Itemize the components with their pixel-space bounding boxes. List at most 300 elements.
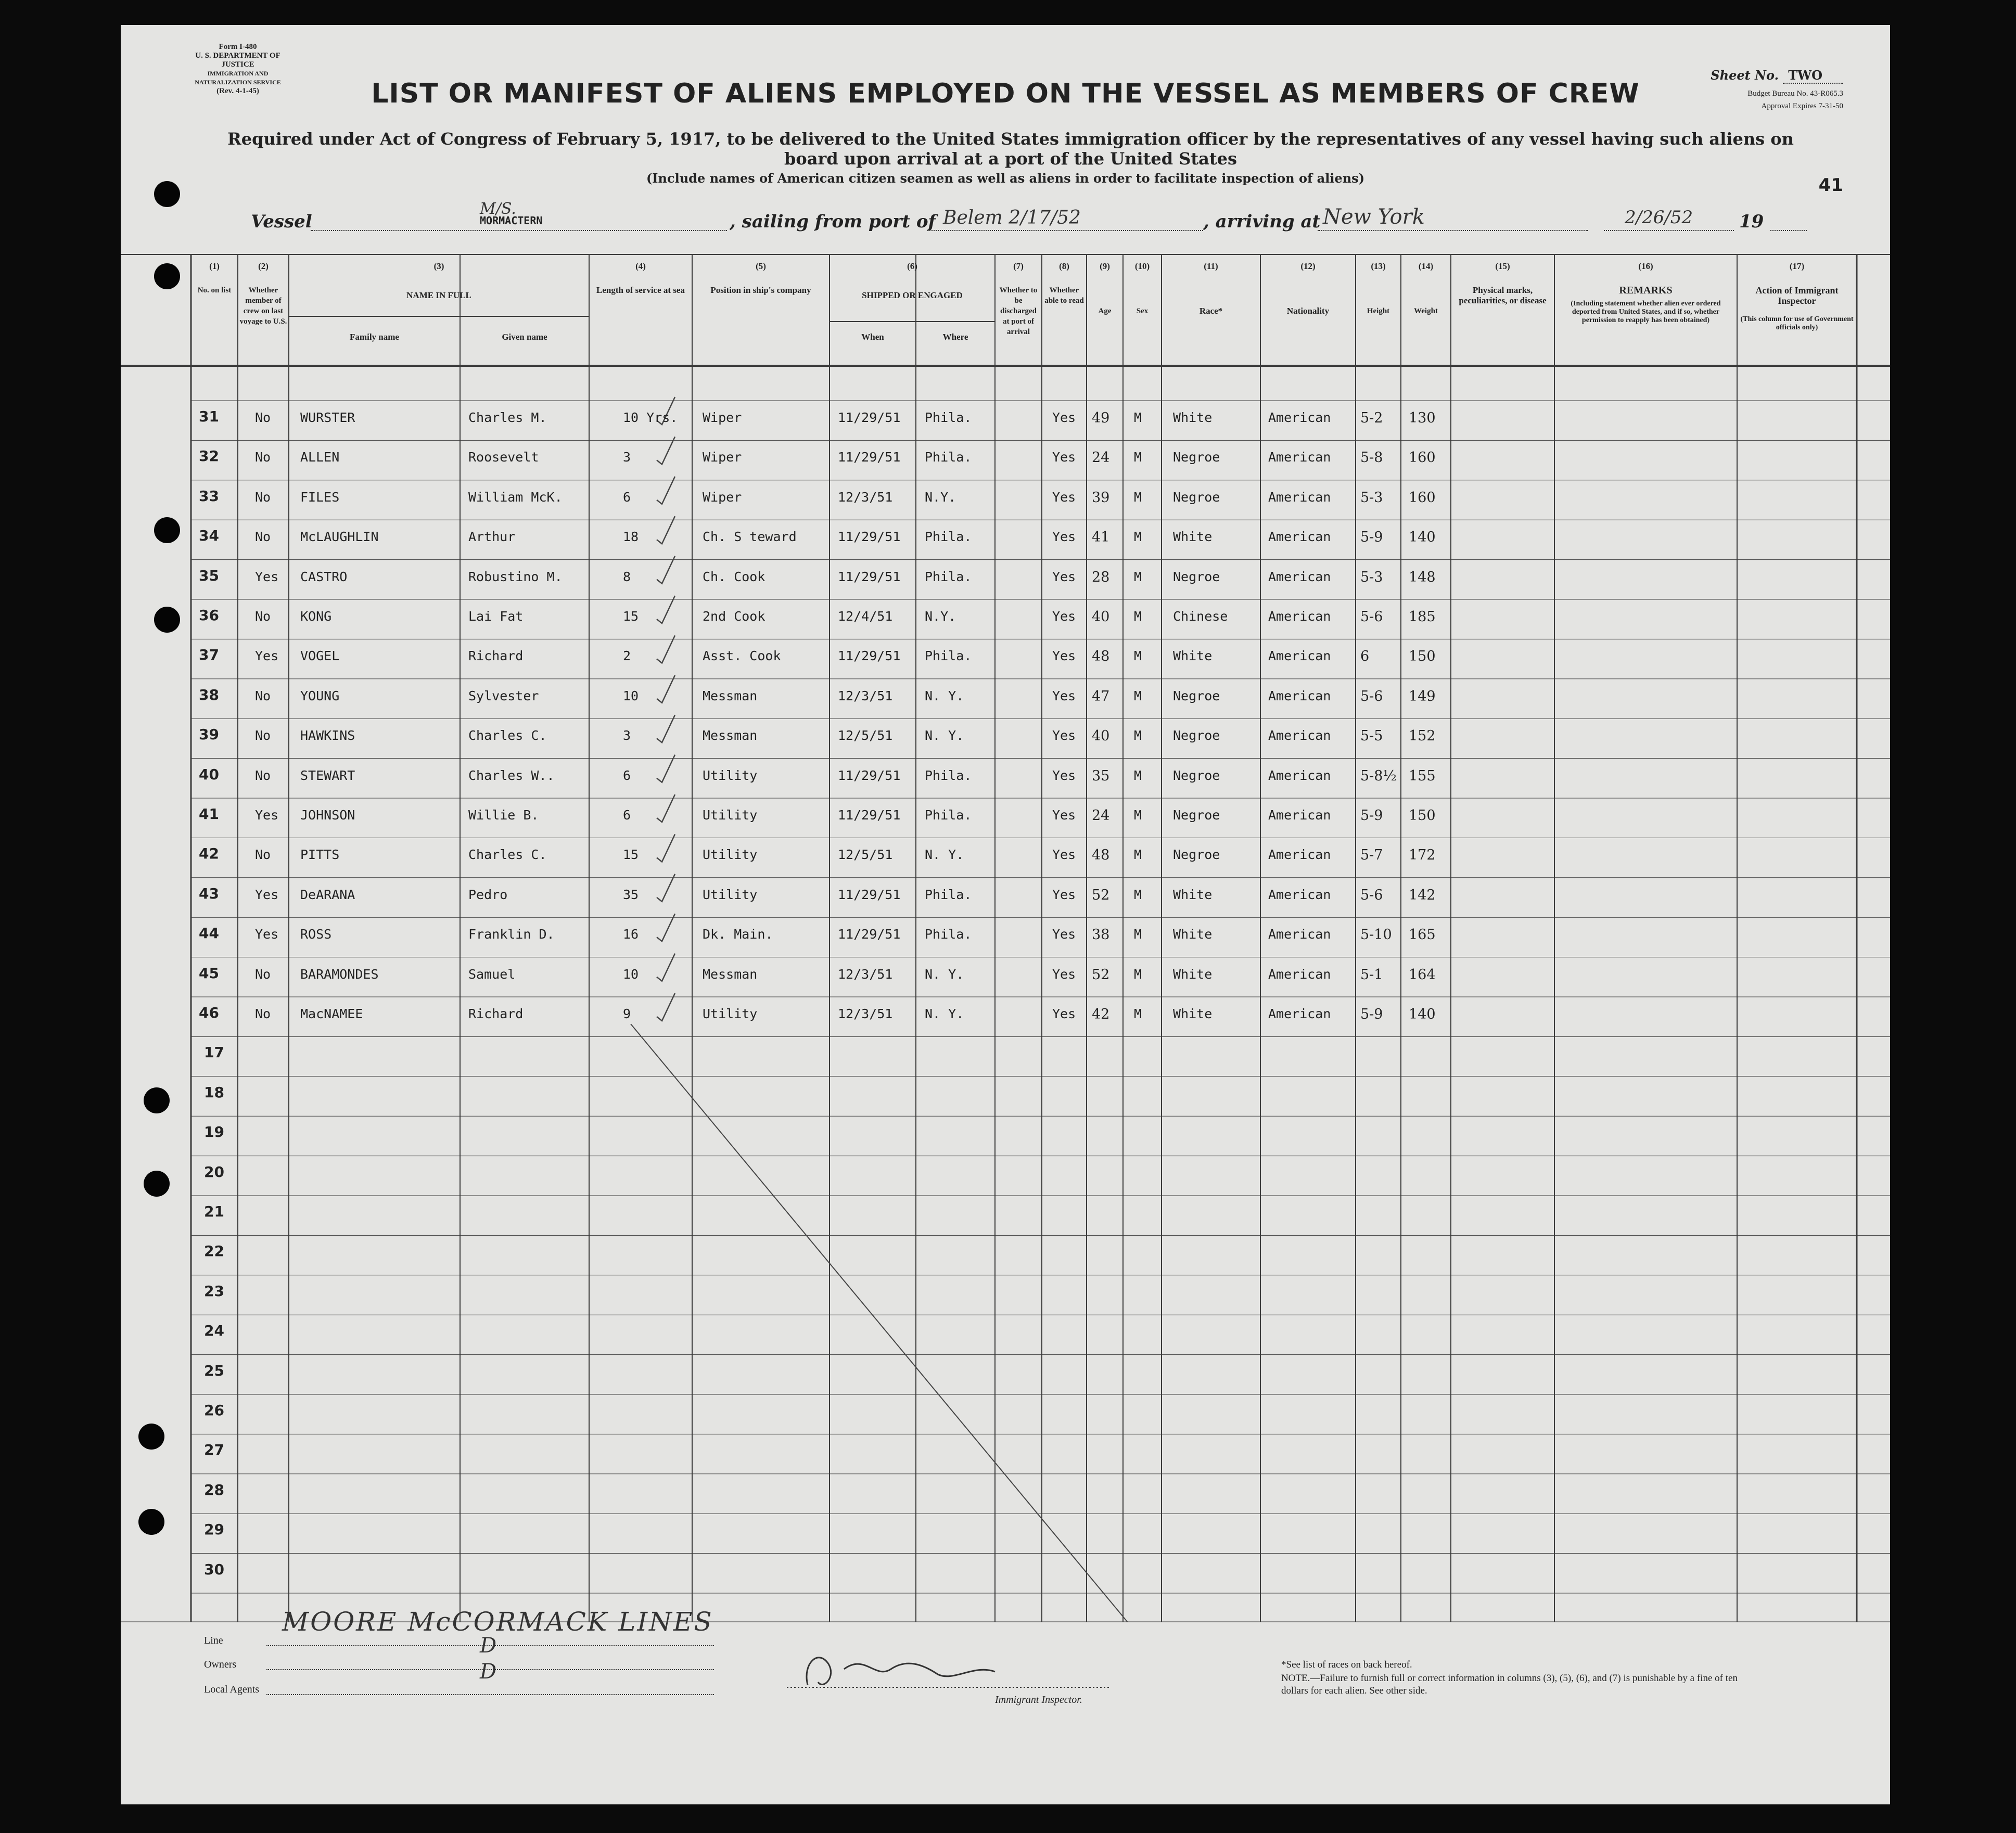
row-number-empty: 23 — [204, 1282, 224, 1300]
cell-age: 52 — [1092, 966, 1110, 983]
cell-last: No — [255, 966, 271, 982]
vessel-label: Vessel — [251, 211, 312, 232]
row-number-empty: 21 — [204, 1203, 224, 1220]
cell-read: Yes — [1052, 489, 1076, 505]
cell-read: Yes — [1052, 966, 1076, 982]
punch-hole — [154, 181, 180, 207]
cell-family: McLAUGHLIN — [300, 529, 379, 545]
form-service: IMMIGRATION AND NATURALIZATION SERVICE — [195, 70, 281, 86]
cell-last: No — [255, 767, 271, 783]
cell-where: N. Y. — [925, 966, 964, 982]
column-number-c8: (8) — [1059, 261, 1069, 271]
cell-last: No — [255, 847, 271, 863]
cell-age: 24 — [1092, 807, 1110, 824]
cell-age: 41 — [1092, 529, 1110, 546]
cell-where: Phila. — [925, 450, 972, 465]
cell-height: 5-2 — [1360, 410, 1383, 426]
cell-when: 12/3/51 — [838, 489, 893, 505]
punch-hole — [138, 1509, 164, 1535]
cell-family: MacNAMEE — [300, 1006, 363, 1021]
cell-where: Phila. — [925, 767, 972, 783]
cell-family: FILES — [300, 489, 340, 505]
cell-family: CASTRO — [300, 569, 348, 584]
cell-last: No — [255, 410, 271, 425]
cell-position: Utility — [703, 807, 758, 823]
row-number: 31 — [199, 408, 219, 425]
cell-service: 6 — [623, 807, 631, 823]
cell-weight: 160 — [1409, 489, 1436, 506]
form-rev: (Rev. 4-1-45) — [216, 87, 259, 95]
cell-last: Yes — [255, 887, 279, 902]
cell-when: 11/29/51 — [838, 569, 901, 584]
cell-sex: M — [1134, 807, 1142, 823]
cell-nat: American — [1268, 847, 1331, 863]
cell-family: KONG — [300, 609, 332, 624]
arrival-port: New York — [1323, 205, 1425, 229]
cell-service: 2 — [623, 648, 631, 664]
column-header-c7: Whether to be discharged at port of arrival — [999, 286, 1038, 336]
cell-family: WURSTER — [300, 410, 355, 425]
cell-position: Utility — [703, 767, 758, 783]
cell-where: N. Y. — [925, 688, 964, 703]
cell-age: 40 — [1092, 609, 1110, 625]
owners-value: D — [480, 1634, 499, 1658]
cell-when: 11/29/51 — [838, 410, 901, 425]
cell-service: 15 — [623, 847, 639, 863]
row-number-empty: 24 — [204, 1322, 224, 1340]
cell-read: Yes — [1052, 648, 1076, 664]
cell-when: 12/3/51 — [838, 966, 893, 982]
cell-nat: American — [1268, 927, 1331, 942]
cell-height: 5-1 — [1360, 966, 1383, 983]
races-note: *See list of races on back hereof. — [1281, 1659, 1412, 1670]
cell-height: 5-6 — [1360, 609, 1383, 625]
column-header-action-sub: (This column for use of Government officials only) — [1740, 315, 1854, 331]
cell-given: Samuel — [468, 966, 516, 982]
check-mark-icon — [657, 993, 675, 1021]
cell-position: 2nd Cook — [703, 609, 765, 624]
cell-position: Utility — [703, 887, 758, 902]
cell-last: No — [255, 728, 271, 744]
column-header-given-name: Given name — [502, 332, 547, 342]
cell-service: 3 — [623, 728, 631, 744]
cell-nat: American — [1268, 569, 1331, 584]
cell-given: Roosevelt — [468, 450, 539, 465]
arriving-label: , arriving at — [1203, 211, 1321, 232]
form-dept: U. S. DEPARTMENT OF JUSTICE — [195, 52, 280, 69]
cell-where: N. Y. — [925, 847, 964, 863]
cell-where: Phila. — [925, 887, 972, 902]
column-header-c8: Whether able to read — [1044, 286, 1084, 305]
cell-when: 11/29/51 — [838, 529, 901, 545]
cell-weight: 152 — [1409, 728, 1436, 745]
column-number-c1: (1) — [209, 261, 220, 271]
cell-position: Wiper — [703, 410, 742, 425]
check-mark-icon — [657, 874, 675, 902]
crew-table — [121, 254, 1890, 1622]
sailing-label: , sailing from port of — [730, 211, 936, 232]
cell-sex: M — [1134, 767, 1142, 783]
row-number-empty: 19 — [204, 1123, 224, 1141]
cell-read: Yes — [1052, 688, 1076, 703]
column-header-c10: Sex — [1136, 307, 1149, 315]
cell-position: Ch. Cook — [703, 569, 765, 584]
row-number-empty: 20 — [204, 1163, 224, 1181]
column-number-c15: (15) — [1495, 261, 1510, 271]
cell-family: PITTS — [300, 847, 340, 863]
cell-weight: 172 — [1409, 847, 1436, 864]
cell-weight: 165 — [1409, 927, 1436, 943]
column-header-c15: Physical marks, peculiarities, or disease — [1459, 285, 1547, 305]
cell-family: STEWART — [300, 767, 355, 783]
column-header-action: Action of Immigrant Inspector — [1755, 285, 1839, 306]
cell-last: No — [255, 1006, 271, 1021]
column-number-c6: (6) — [907, 261, 917, 271]
cell-read: Yes — [1052, 1006, 1076, 1021]
cell-height: 6 — [1360, 648, 1370, 665]
cell-given: Charles C. — [468, 728, 547, 744]
cell-race: Negroe — [1173, 728, 1220, 744]
cell-weight: 140 — [1409, 529, 1436, 546]
cell-where: Phila. — [925, 410, 972, 425]
cell-weight: 150 — [1409, 648, 1436, 665]
cell-read: Yes — [1052, 847, 1076, 863]
form-number: Form I-480 — [219, 43, 257, 51]
cell-height: 5-8 — [1360, 450, 1383, 466]
cell-height: 5-7 — [1360, 847, 1383, 864]
cell-last: No — [255, 688, 271, 703]
cell-sex: M — [1134, 648, 1142, 664]
cell-read: Yes — [1052, 807, 1076, 823]
cell-nat: American — [1268, 887, 1331, 902]
cell-last: No — [255, 529, 271, 545]
check-mark-icon — [657, 596, 675, 623]
cell-height: 5-3 — [1360, 569, 1383, 585]
approval-expires: Approval Expires 7-31-50 — [1761, 102, 1843, 110]
cell-nat: American — [1268, 648, 1331, 664]
vessel-line — [251, 200, 1812, 238]
cell-weight: 160 — [1409, 450, 1436, 466]
cell-race: White — [1173, 529, 1213, 545]
cell-given: Richard — [468, 648, 524, 664]
check-mark-icon — [657, 437, 675, 464]
cell-position: Utility — [703, 847, 758, 863]
cell-nat: American — [1268, 529, 1331, 545]
column-header-c14: Weight — [1414, 307, 1438, 315]
cell-given: Arthur — [468, 529, 516, 545]
cell-weight: 185 — [1409, 609, 1436, 625]
column-number-c14: (14) — [1418, 261, 1434, 271]
column-header-shipped-or-engaged: SHIPPED OR ENGAGED — [862, 290, 963, 300]
cell-where: N.Y. — [925, 489, 956, 505]
cell-race: White — [1173, 1006, 1213, 1021]
vessel-name: MORMACTERN — [480, 214, 543, 227]
cell-race: Chinese — [1173, 609, 1228, 624]
table-grid — [121, 254, 1890, 1622]
cell-read: Yes — [1052, 529, 1076, 545]
cell-weight: 150 — [1409, 807, 1436, 824]
cell-weight: 130 — [1409, 410, 1436, 426]
cell-service: 9 — [623, 1006, 631, 1021]
sheet-value: TWO — [1783, 68, 1843, 84]
cell-position: Ch. S teward — [703, 529, 797, 545]
cell-nat: American — [1268, 489, 1331, 505]
cell-sex: M — [1134, 569, 1142, 584]
cell-where: N. Y. — [925, 728, 964, 744]
cell-family: JOHNSON — [300, 807, 355, 823]
cell-sex: M — [1134, 887, 1142, 902]
cell-last: Yes — [255, 569, 279, 584]
column-number-c11: (11) — [1204, 261, 1218, 271]
cell-service: 10 Yrs. — [623, 410, 678, 425]
row-number: 38 — [199, 686, 219, 703]
cell-read: Yes — [1052, 767, 1076, 783]
cell-position: Wiper — [703, 489, 742, 505]
column-number-c17: (17) — [1789, 261, 1805, 271]
cell-read: Yes — [1052, 609, 1076, 624]
cell-read: Yes — [1052, 410, 1076, 425]
cell-service: 10 — [623, 688, 639, 703]
column-number-c2: (2) — [258, 261, 269, 271]
cell-when: 12/3/51 — [838, 688, 893, 703]
cell-where: Phila. — [925, 569, 972, 584]
inspector-label: Immigrant Inspector. — [995, 1694, 1082, 1706]
owners-label: Owners — [204, 1659, 237, 1670]
cell-nat: American — [1268, 728, 1331, 744]
penalty-note: NOTE.—Failure to furnish full or correct information in columns (3), (5), (6), and (7) is punishable by a fine of ten dollars for each alien. See other side. — [1281, 1673, 1738, 1696]
column-header-c11: Race* — [1199, 306, 1223, 316]
punch-hole — [154, 607, 180, 633]
cell-nat: American — [1268, 1006, 1331, 1021]
sailing-port: Belem 2/17/52 — [943, 207, 1081, 228]
cell-nat: American — [1268, 767, 1331, 783]
column-header-c4: Length of service at sea — [596, 285, 685, 295]
cell-height: 5-6 — [1360, 688, 1383, 704]
row-number-empty: 28 — [204, 1481, 224, 1498]
cell-race: White — [1173, 927, 1213, 942]
cell-age: 28 — [1092, 569, 1110, 585]
check-mark-icon — [657, 755, 675, 783]
cell-race: Negroe — [1173, 569, 1220, 584]
column-number-c5: (5) — [756, 261, 766, 271]
column-number-c16: (16) — [1638, 261, 1653, 271]
cell-height: 5-9 — [1360, 529, 1383, 546]
row-number-empty: 22 — [204, 1242, 224, 1260]
cell-given: Sylvester — [468, 688, 539, 703]
check-mark-icon — [657, 715, 675, 742]
check-mark-icon — [657, 556, 675, 584]
cell-age: 40 — [1092, 728, 1110, 745]
row-number-empty: 18 — [204, 1083, 224, 1101]
cell-age: 48 — [1092, 847, 1110, 864]
row-number: 43 — [199, 885, 219, 902]
row-number: 46 — [199, 1004, 219, 1021]
strike-through-line — [631, 1024, 1141, 1622]
cell-age: 35 — [1092, 767, 1110, 784]
manifest-sheet — [121, 25, 1890, 1804]
row-number: 37 — [199, 646, 219, 664]
row-number: 33 — [199, 487, 219, 505]
row-number: 34 — [199, 527, 219, 545]
column-number-c12: (12) — [1300, 261, 1316, 271]
cell-sex: M — [1134, 529, 1142, 545]
cell-service: 18 — [623, 529, 639, 545]
cell-last: No — [255, 609, 271, 624]
cell-weight: 149 — [1409, 688, 1436, 704]
row-number: 40 — [199, 765, 219, 783]
cell-height: 5-9 — [1360, 1006, 1383, 1022]
year-label: 19 — [1739, 211, 1764, 232]
column-number-c9: (9) — [1100, 261, 1110, 271]
row-number: 44 — [199, 925, 219, 942]
cell-given: Charles W.. — [468, 767, 555, 783]
cell-service: 35 — [623, 887, 639, 902]
cell-last: Yes — [255, 927, 279, 942]
row-number-empty: 26 — [204, 1402, 224, 1419]
cell-read: Yes — [1052, 927, 1076, 942]
cell-given: Charles M. — [468, 410, 547, 425]
punch-hole — [154, 263, 180, 289]
arrival-date: 2/26/52 — [1625, 207, 1693, 228]
check-mark-icon — [657, 516, 675, 544]
check-mark-icon — [657, 477, 675, 504]
cell-weight: 142 — [1409, 887, 1436, 903]
cell-weight: 164 — [1409, 966, 1436, 983]
row-number: 39 — [199, 726, 219, 744]
cell-race: Negroe — [1173, 450, 1220, 465]
punch-hole — [144, 1087, 170, 1113]
cell-family: BARAMONDES — [300, 966, 379, 982]
column-number-c4: (4) — [635, 261, 646, 271]
column-header-where: Where — [942, 332, 968, 342]
cell-nat: American — [1268, 410, 1331, 425]
row-number-empty: 25 — [204, 1362, 224, 1379]
cell-where: Phila. — [925, 807, 972, 823]
cell-read: Yes — [1052, 450, 1076, 465]
punch-hole — [154, 517, 180, 543]
column-header-when: When — [861, 332, 884, 342]
cell-race: Negroe — [1173, 807, 1220, 823]
cell-age: 42 — [1092, 1006, 1110, 1022]
cell-where: N. Y. — [925, 1006, 964, 1021]
cell-sex: M — [1134, 847, 1142, 863]
cell-where: Phila. — [925, 529, 972, 545]
cell-age: 24 — [1092, 450, 1110, 466]
column-number-c10: (10) — [1134, 261, 1150, 271]
cell-age: 52 — [1092, 887, 1110, 903]
row-number: 42 — [199, 845, 219, 863]
cell-race: White — [1173, 410, 1213, 425]
cell-service: 15 — [623, 609, 639, 624]
cell-service: 6 — [623, 767, 631, 783]
cell-age: 39 — [1092, 489, 1110, 506]
vessel-prefix: M/S. — [480, 200, 516, 218]
include-note: (Include names of American citizen seamen as well as aliens in order to facilitate inspection of aliens) — [646, 171, 1365, 186]
row-number: 45 — [199, 964, 219, 982]
check-mark-icon — [657, 954, 675, 981]
cell-height: 5-9 — [1360, 807, 1383, 824]
cell-where: Phila. — [925, 927, 972, 942]
cell-given: William McK. — [468, 489, 563, 505]
cell-given: Franklin D. — [468, 927, 555, 942]
column-header-remarks: REMARKS — [1619, 285, 1673, 296]
cell-position: Messman — [703, 688, 758, 703]
row-number: 32 — [199, 447, 219, 465]
punch-hole — [138, 1424, 164, 1450]
row-number: 36 — [199, 607, 219, 624]
cell-family: YOUNG — [300, 688, 340, 703]
cell-given: Pedro — [468, 887, 508, 902]
cell-sex: M — [1134, 1006, 1142, 1021]
cell-service: 3 — [623, 450, 631, 465]
column-header-c12: Nationality — [1286, 306, 1330, 316]
column-number-c13: (13) — [1371, 261, 1386, 271]
check-mark-icon — [657, 834, 675, 862]
column-header-c5: Position in ship's company — [710, 285, 811, 295]
cell-position: Messman — [703, 966, 758, 982]
column-number-c7: (7) — [1013, 261, 1024, 271]
line-value: MOORE McCORMACK LINES — [282, 1607, 713, 1637]
cell-when: 11/29/51 — [838, 927, 901, 942]
cell-read: Yes — [1052, 569, 1076, 584]
cell-race: Negroe — [1173, 489, 1220, 505]
cell-sex: M — [1134, 450, 1142, 465]
cell-service: 10 — [623, 966, 639, 982]
column-header-family-name: Family name — [350, 332, 399, 342]
sheet-label: Sheet No. — [1711, 68, 1779, 83]
cell-weight: 155 — [1409, 767, 1436, 784]
page-number: 41 — [1818, 175, 1843, 196]
row-number: 41 — [199, 805, 219, 823]
column-header-c2: Whether member of crew on last voyage to U.S. — [239, 286, 287, 326]
cell-position: Dk. Main. — [703, 927, 773, 942]
cell-last: No — [255, 450, 271, 465]
cell-given: Willie B. — [468, 807, 539, 823]
cell-race: Negroe — [1173, 847, 1220, 863]
column-header-c1: No. on list — [197, 286, 232, 294]
cell-position: Messman — [703, 728, 758, 744]
cell-age: 48 — [1092, 648, 1110, 665]
row-number-empty: 29 — [204, 1521, 224, 1539]
page-title: LIST OR MANIFEST OF ALIENS EMPLOYED ON THE VESSEL AS MEMBERS OF CREW — [371, 78, 1640, 109]
cell-family: DeARANA — [300, 887, 355, 902]
column-number-c3: (3) — [433, 261, 444, 271]
cell-position: Utility — [703, 1006, 758, 1021]
cell-nat: American — [1268, 966, 1331, 982]
cell-nat: American — [1268, 450, 1331, 465]
row-number-empty: 27 — [204, 1441, 224, 1459]
cell-race: White — [1173, 648, 1213, 664]
row-number: 35 — [199, 567, 219, 584]
cell-position: Wiper — [703, 450, 742, 465]
check-mark-icon — [657, 635, 675, 663]
cell-given: Robustino M. — [468, 569, 563, 584]
cell-position: Asst. Cook — [703, 648, 781, 664]
cell-sex: M — [1134, 410, 1142, 425]
cell-race: White — [1173, 887, 1213, 902]
cell-race: White — [1173, 966, 1213, 982]
cell-sex: M — [1134, 609, 1142, 624]
column-header-remarks-sub: (Including statement whether alien ever ordered deported from United States, and if so, whether permission to reapply has been obtained) — [1571, 300, 1721, 324]
cell-weight: 140 — [1409, 1006, 1436, 1022]
page-subtitle: Required under Act of Congress of February 5, 1917, to be delivered to the United States immigration officer by the representatives of any vessel having such aliens on board upon arrival at a port of the United States — [227, 129, 1794, 169]
cell-age: 47 — [1092, 688, 1110, 704]
column-header-c13: Height — [1367, 307, 1390, 315]
cell-service: 8 — [623, 569, 631, 584]
cell-race: Negroe — [1173, 767, 1220, 783]
cell-sex: M — [1134, 927, 1142, 942]
column-header-name-in-full: NAME IN FULL — [406, 290, 471, 300]
